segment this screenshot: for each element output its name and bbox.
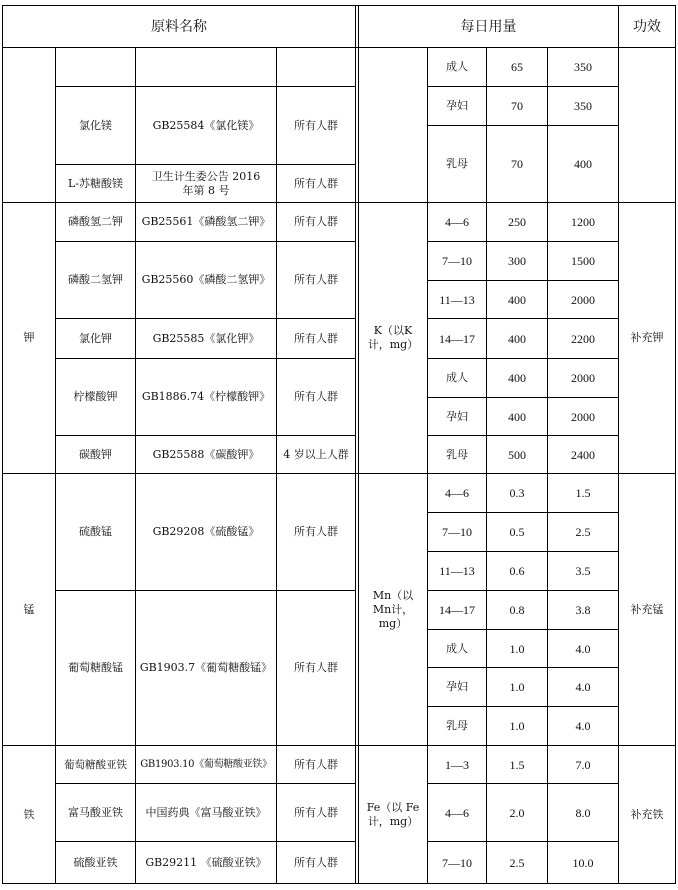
fe-dose-min-2: 2.5 xyxy=(509,855,525,870)
mg-dose-group-2: 乳母 xyxy=(446,157,468,170)
fe-population-2: 所有人群 xyxy=(294,855,338,869)
k-standard-3: GB1886.74《柠檬酸钾》 xyxy=(141,390,271,403)
k-dose-group-5: 孕妇 xyxy=(446,409,468,423)
k-population-0: 所有人群 xyxy=(294,215,338,228)
mn-dose-min-6: 1.0 xyxy=(509,719,525,733)
mn-dose-min-1: 0.5 xyxy=(509,525,525,539)
fe-dose-max-2: 10.0 xyxy=(572,855,594,870)
k-compound-4: 碳酸钾 xyxy=(79,447,112,461)
k-population-2: 所有人群 xyxy=(294,331,338,345)
k-unit-label: K（以K计，mg） xyxy=(367,324,419,351)
k-dose-group-4: 成人 xyxy=(446,371,468,384)
mg-compound-2: L-苏糖酸镁 xyxy=(67,176,124,190)
k-standard-2: GB25585《氯化钾》 xyxy=(152,331,260,345)
k-dose-max-3: 2200 xyxy=(571,331,595,346)
k-dose-max-6: 2400 xyxy=(571,447,595,462)
k-dose-min-1: 300 xyxy=(508,254,526,268)
fe-element-label: 铁 xyxy=(23,807,35,821)
k-dose-min-6: 500 xyxy=(508,447,526,462)
fe-compound-2: 硫酸亚铁 xyxy=(73,855,118,869)
mn-standard-1: GB1903.7《葡萄糖酸锰》 xyxy=(139,661,273,674)
mn-dose-group-0: 4—6 xyxy=(445,486,469,500)
fe-population-0: 所有人群 xyxy=(294,757,338,771)
k-effect: 补充钾 xyxy=(630,331,664,344)
fe-effect: 补充铁 xyxy=(630,807,664,821)
mg-dose-min-0: 65 xyxy=(511,60,523,74)
fe-dose-max-1: 8.0 xyxy=(575,805,591,820)
mn-compound-1: 葡萄糖酸锰 xyxy=(68,661,123,674)
k-dose-max-4: 2000 xyxy=(571,371,595,385)
mg-dose-min-1: 70 xyxy=(511,99,523,113)
mn-dose-max-1: 2.5 xyxy=(575,525,591,539)
mn-element-label: 锰 xyxy=(23,602,35,616)
mn-dose-group-2: 11—13 xyxy=(439,564,475,578)
fe-dose-group-0: 1—3 xyxy=(445,757,469,772)
k-standard-1: GB25560《磷酸二氢钾》 xyxy=(141,273,271,286)
k-dose-group-3: 14—17 xyxy=(439,331,475,346)
k-population-4: 4 岁以上人群 xyxy=(283,447,349,461)
header-effect: 功效 xyxy=(633,18,661,35)
fe-dose-max-0: 7.0 xyxy=(575,757,591,772)
header-material: 原料名称 xyxy=(151,18,207,35)
k-element-label: 钾 xyxy=(23,331,35,344)
k-dose-group-0: 4—6 xyxy=(445,215,469,229)
k-dose-min-0: 250 xyxy=(508,215,526,229)
mn-unit-label: Mn（以Mn计，mg） xyxy=(372,588,414,630)
mn-population-0: 所有人群 xyxy=(294,525,338,538)
mn-dose-min-4: 1.0 xyxy=(509,641,525,656)
fe-population-1: 所有人群 xyxy=(294,805,338,819)
mn-dose-max-5: 4.0 xyxy=(575,680,591,694)
mn-dose-max-6: 4.0 xyxy=(575,719,591,733)
mn-dose-min-0: 0.3 xyxy=(509,486,525,500)
k-dose-max-1: 1500 xyxy=(571,254,595,268)
mn-dose-group-4: 成人 xyxy=(446,641,468,655)
k-standard-4: GB25588《碳酸钾》 xyxy=(152,447,260,461)
k-compound-1: 磷酸二氢钾 xyxy=(68,273,123,286)
mg-compound-0 xyxy=(56,48,135,86)
k-dose-min-2: 400 xyxy=(508,292,526,307)
mg-standard-0 xyxy=(136,48,276,86)
mg-dose-min-2: 70 xyxy=(511,157,523,171)
mn-dose-max-3: 3.8 xyxy=(575,603,591,617)
mg-dose-group-0: 成人 xyxy=(446,60,468,73)
fe-dose-group-2: 7—10 xyxy=(442,855,472,870)
fe-standard-2: GB29211 《硫酸亚铁》 xyxy=(145,855,267,869)
fe-dose-min-0: 1.5 xyxy=(509,757,525,772)
fe-compound-0: 葡萄糖酸亚铁 xyxy=(64,758,127,771)
mn-effect: 补充锰 xyxy=(630,602,664,616)
k-dose-group-6: 乳母 xyxy=(446,447,468,461)
fe-unit-label: Fe（以 Fe 计，mg） xyxy=(366,800,420,828)
mg-population-0 xyxy=(277,48,355,86)
k-dose-max-2: 2000 xyxy=(571,292,595,307)
fe-dose-min-1: 2.0 xyxy=(509,805,525,820)
fe-standard-0: GB1903.10《葡萄糖酸亚铁》 xyxy=(140,758,272,770)
k-population-1: 所有人群 xyxy=(294,273,338,286)
mg-standard-2: 卫生计生委公告 2016 年第 8 号 xyxy=(151,169,261,197)
fe-standard-1: 中国药典《富马酸亚铁》 xyxy=(145,805,267,819)
k-dose-group-1: 7—10 xyxy=(442,254,472,268)
mn-population-1: 所有人群 xyxy=(294,661,338,674)
k-dose-max-5: 2000 xyxy=(571,409,595,424)
k-dose-max-0: 1200 xyxy=(571,215,595,229)
fe-dose-group-1: 4—6 xyxy=(445,805,469,820)
mn-standard-0: GB29208《硫酸锰》 xyxy=(152,525,260,538)
mn-dose-group-5: 孕妇 xyxy=(446,680,468,693)
mn-dose-group-1: 7—10 xyxy=(442,525,472,539)
mg-population-2: 所有人群 xyxy=(294,176,338,190)
mn-dose-group-6: 乳母 xyxy=(446,719,468,732)
k-dose-min-5: 400 xyxy=(508,409,526,424)
k-population-3: 所有人群 xyxy=(294,390,338,403)
mg-dose-max-0: 350 xyxy=(574,60,592,74)
mn-dose-min-3: 0.8 xyxy=(509,603,525,617)
mn-dose-group-3: 14—17 xyxy=(439,603,475,617)
mn-dose-max-2: 3.5 xyxy=(575,564,591,578)
k-dose-group-2: 11—13 xyxy=(439,292,475,307)
mg-compound-1: 氯化镁 xyxy=(79,118,112,132)
mn-dose-min-5: 1.0 xyxy=(509,680,525,694)
k-standard-0: GB25561《磷酸氢二钾》 xyxy=(141,215,271,228)
header-daily-dose: 每日用量 xyxy=(460,18,517,35)
mg-standard-1: GB25584《氯化镁》 xyxy=(152,118,260,132)
k-dose-min-4: 400 xyxy=(508,371,526,385)
k-compound-0: 磷酸氢二钾 xyxy=(68,215,123,228)
mn-compound-0: 硫酸锰 xyxy=(79,525,112,538)
mn-dose-max-4: 4.0 xyxy=(575,641,591,656)
mn-dose-min-2: 0.6 xyxy=(509,564,525,578)
k-compound-2: 氯化钾 xyxy=(79,331,112,345)
k-compound-3: 柠檬酸钾 xyxy=(73,390,118,403)
k-dose-min-3: 400 xyxy=(508,331,526,346)
mg-dose-max-2: 400 xyxy=(574,157,592,171)
mg-dose-group-1: 孕妇 xyxy=(446,99,468,112)
mg-population-1: 所有人群 xyxy=(294,118,338,132)
fe-compound-1: 富马酸亚铁 xyxy=(68,805,123,819)
mn-dose-max-0: 1.5 xyxy=(575,486,591,500)
mg-dose-max-1: 350 xyxy=(574,99,592,113)
